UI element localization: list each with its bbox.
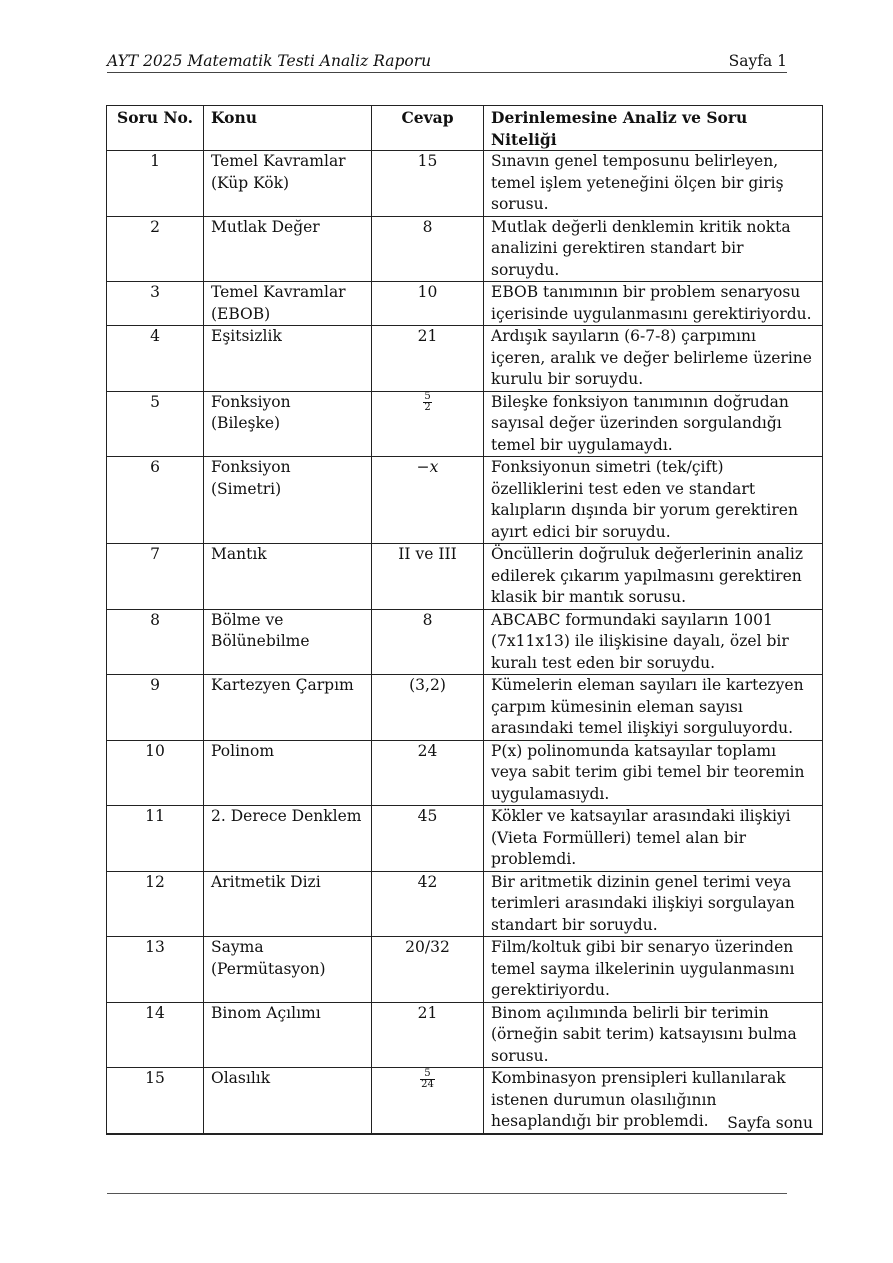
cell-topic: Fonksiyon (Simetri) [204,457,372,544]
fraction-denominator: 24 [421,1078,434,1090]
table-row [107,216,823,282]
fraction-numerator: 5 [420,1069,435,1080]
cell-no: 8 [107,609,204,675]
cell-analysis: Bir aritmetik dizinin genel terimi veya terimleri arasındaki ilişkiyi sorgulayan standart bir soruydu. [484,871,823,937]
table-row [107,391,823,457]
cell-topic: Eşitsizlik [204,326,372,392]
cell-topic: Kartezyen Çarpım [204,675,372,741]
cell-analysis: Mutlak değerli denklemin kritik nokta analizini gerektiren standart bir soruydu. [484,216,823,282]
cell-topic: 2. Derece Denklem [204,806,372,872]
fraction [420,1069,435,1090]
cell-topic: Polinom [204,740,372,806]
cell-answer: II ve III [372,544,484,610]
table-row [107,1002,823,1068]
fraction [423,392,431,413]
cell-analysis: Sınavın genel temposunu belirleyen, temel işlem yeteneğini ölçen bir giriş sorusu. [484,151,823,217]
table-row [107,326,823,392]
table-row [107,740,823,806]
cell-answer: −x [372,457,484,544]
page-number: Sayfa 1 [728,52,787,70]
fraction-numerator: 5 [424,391,431,402]
table-row [107,609,823,675]
cell-no: 9 [107,675,204,741]
cell-answer: 42 [372,871,484,937]
cell-answer: 8 [372,609,484,675]
cell-no: 10 [107,740,204,806]
cell-topic: Fonksiyon (Bileşke) [204,391,372,457]
page-end-label: Sayfa sonu [727,1114,813,1132]
footer-rule [107,1193,787,1194]
cell-no: 1 [107,151,204,217]
page-header [107,50,787,73]
table-row [107,937,823,1003]
table-row [107,282,823,326]
cell-analysis: Kökler ve katsayılar arasındaki ilişkiyi (Vieta Formülleri) temel alan bir problemdi. [484,806,823,872]
table-row [107,151,823,217]
cell-analysis: Film/koltuk gibi bir senaryo üzerinden temel sayma ilkelerinin uygulanmasını gerektiriyordu. [484,937,823,1003]
cell-topic: Sayma (Permütasyon) [204,937,372,1003]
cell-analysis: Binom açılımında belirli bir terimin (örneğin sabit terim) katsayısını bulma sorusu. [484,1002,823,1068]
cell-analysis: EBOB tanımının bir problem senaryosu içerisinde uygulanmasını gerektiriyordu. [484,282,823,326]
cell-no: 3 [107,282,204,326]
cell-no: 14 [107,1002,204,1068]
table-header-row [107,106,823,151]
cell-no: 4 [107,326,204,392]
cell-answer: 24 [372,740,484,806]
cell-no: 5 [107,391,204,457]
cell-analysis: Öncüllerin doğruluk değerlerinin analiz edilerek çıkarım yapılmasını gerektiren klasik bir mantık sorusu. [484,544,823,610]
cell-no: 7 [107,544,204,610]
table-row [107,457,823,544]
cell-analysis: Fonksiyonun simetri (tek/çift) özelliklerini test eden ve standart kalıpların dışında bir yorum gerektiren ayırt edici bir soruydu. [484,457,823,544]
cell-topic: Mutlak Değer [204,216,372,282]
cell-answer: 10 [372,282,484,326]
cell-topic: Binom Açılımı [204,1002,372,1068]
cell-analysis: Bileşke fonksiyon tanımının doğrudan sayısal değer üzerinden sorgulandığı temel bir uygulamaydı. [484,391,823,457]
cell-analysis: Kombinasyon prensipleri kullanılarak istenen durumun olasılığının hesaplandığı bir problemdi. [484,1068,823,1134]
cell-answer: 21 [372,326,484,392]
table-row [107,871,823,937]
report-title: AYT 2025 Matematik Testi Analiz Raporu [107,52,432,70]
cell-answer: 15 [372,151,484,217]
cell-topic: Aritmetik Dizi [204,871,372,937]
cell-analysis: Ardışık sayıların (6-7-8) çarpımını içeren, aralık ve değer belirleme üzerine kurulu bir soruydu. [484,326,823,392]
cell-no: 13 [107,937,204,1003]
cell-answer: 45 [372,806,484,872]
cell-topic: Olasılık [204,1068,372,1134]
column-header-analysis: Derinlemesine Analiz ve Soru Niteliği [484,106,823,151]
fraction-denominator: 2 [424,402,431,413]
table-row [107,806,823,872]
analysis-table [106,105,823,1135]
cell-answer: (3,2) [372,675,484,741]
cell-no: 12 [107,871,204,937]
table-row [107,544,823,610]
cell-topic: Temel Kavramlar (EBOB) [204,282,372,326]
table-row [107,1068,823,1134]
column-header-no: Soru No. [107,106,204,151]
column-header-answer: Cevap [372,106,484,151]
column-header-topic: Konu [204,106,372,151]
cell-answer: 20/32 [372,937,484,1003]
cell-no: 15 [107,1068,204,1134]
cell-topic: Temel Kavramlar (Küp Kök) [204,151,372,217]
table-row [107,675,823,741]
cell-no: 6 [107,457,204,544]
cell-answer [372,391,484,457]
cell-answer: 8 [372,216,484,282]
cell-no: 2 [107,216,204,282]
cell-analysis: P(x) polinomunda katsayılar toplamı veya sabit terim gibi temel bir teoremin uygulamasıydı. [484,740,823,806]
cell-no: 11 [107,806,204,872]
cell-answer [372,1068,484,1134]
cell-answer: 21 [372,1002,484,1068]
cell-topic: Mantık [204,544,372,610]
cell-analysis: ABCABC formundaki sayıların 1001 (7x11x13) ile ilişkisine dayalı, özel bir kuralı test eden bir soruydu. [484,609,823,675]
cell-topic: Bölme ve Bölünebilme [204,609,372,675]
cell-analysis: Kümelerin eleman sayıları ile kartezyen çarpım kümesinin eleman sayısı arasındaki temel ilişkiyi sorguluyordu. [484,675,823,741]
